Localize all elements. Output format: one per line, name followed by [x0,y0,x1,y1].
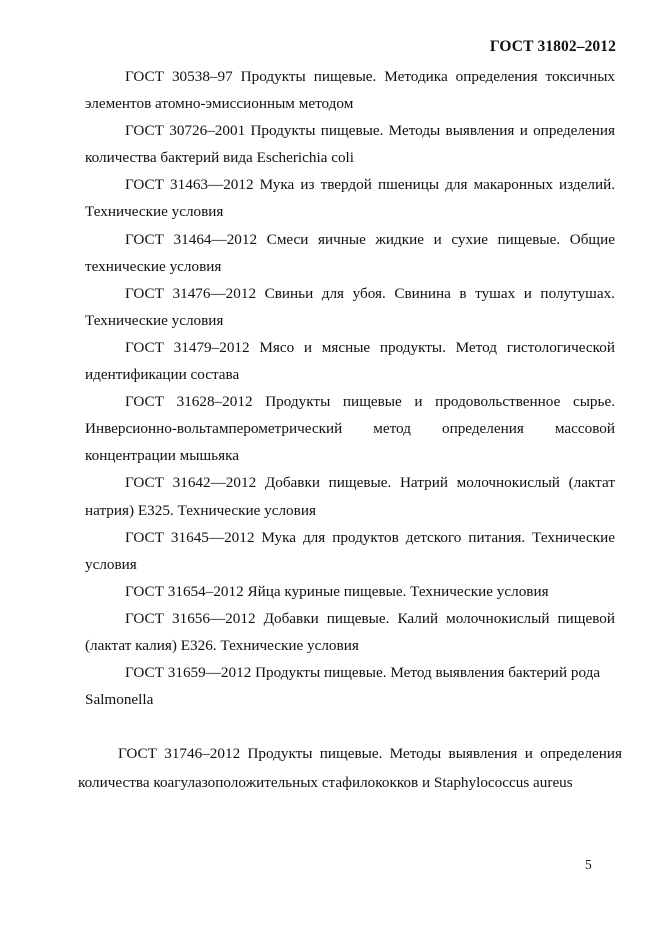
reference-item: ГОСТ 31464—2012 Смеси яичные жидкие и сухие пищевые. Общие технические условия [85,230,615,275]
reference-item: ГОСТ 31463—2012 Мука из твердой пшеницы для макаронных изделий. Технические условия [85,176,615,221]
reference-item: ГОСТ 30726–2001 Продукты пищевые. Методы выявления и определения количества бактерий вида Escherichia coli [85,122,615,167]
reference-item: ГОСТ 31479–2012 Мясо и мясные продукты. Метод гистологической идентификации состава [85,338,615,384]
reference-item: ГОСТ 31656—2012 Добавки пищевые. Калий молочнокислый пищевой (лактат калия) Е326. Технические условия [85,609,615,654]
document-header: ГОСТ 31802–2012 [489,38,616,55]
reference-item: ГОСТ 31654–2012 Яйца куриные пищевые. Технические условия [125,582,549,600]
reference-item: ГОСТ 30538–97 Продукты пищевые. Методика определения токсичных элементов атомно-эмиссионным методом [85,68,615,113]
page-number: 5 [585,857,592,872]
reference-item: ГОСТ 31645—2012 Мука для продуктов детского питания. Технические условия [85,528,615,573]
reference-item: ГОСТ 31476—2012 Свиньи для убоя. Свинина в тушах и полутушах. Технические условия [85,284,615,329]
reference-item: ГОСТ 31628–2012 Продукты пищевые и продовольственное сырье. Инверсионно-вольтамперометрический метод определения массовой концентрации мышьяка [85,393,615,465]
reference-item: ГОСТ 31659—2012 Продукты пищевые. Метод выявления бактерий рода Salmonella [85,664,601,709]
reference-list [85,63,615,713]
reference-item-extra: ГОСТ 31746–2012 Продукты пищевые. Методы выявления и определения количества коагулазоположительных стафилококков и Staphylococcus aureus [78,745,622,791]
reference-item: ГОСТ 31642—2012 Добавки пищевые. Натрий молочнокислый (лактат натрия) Е325. Технические условия [85,474,615,519]
